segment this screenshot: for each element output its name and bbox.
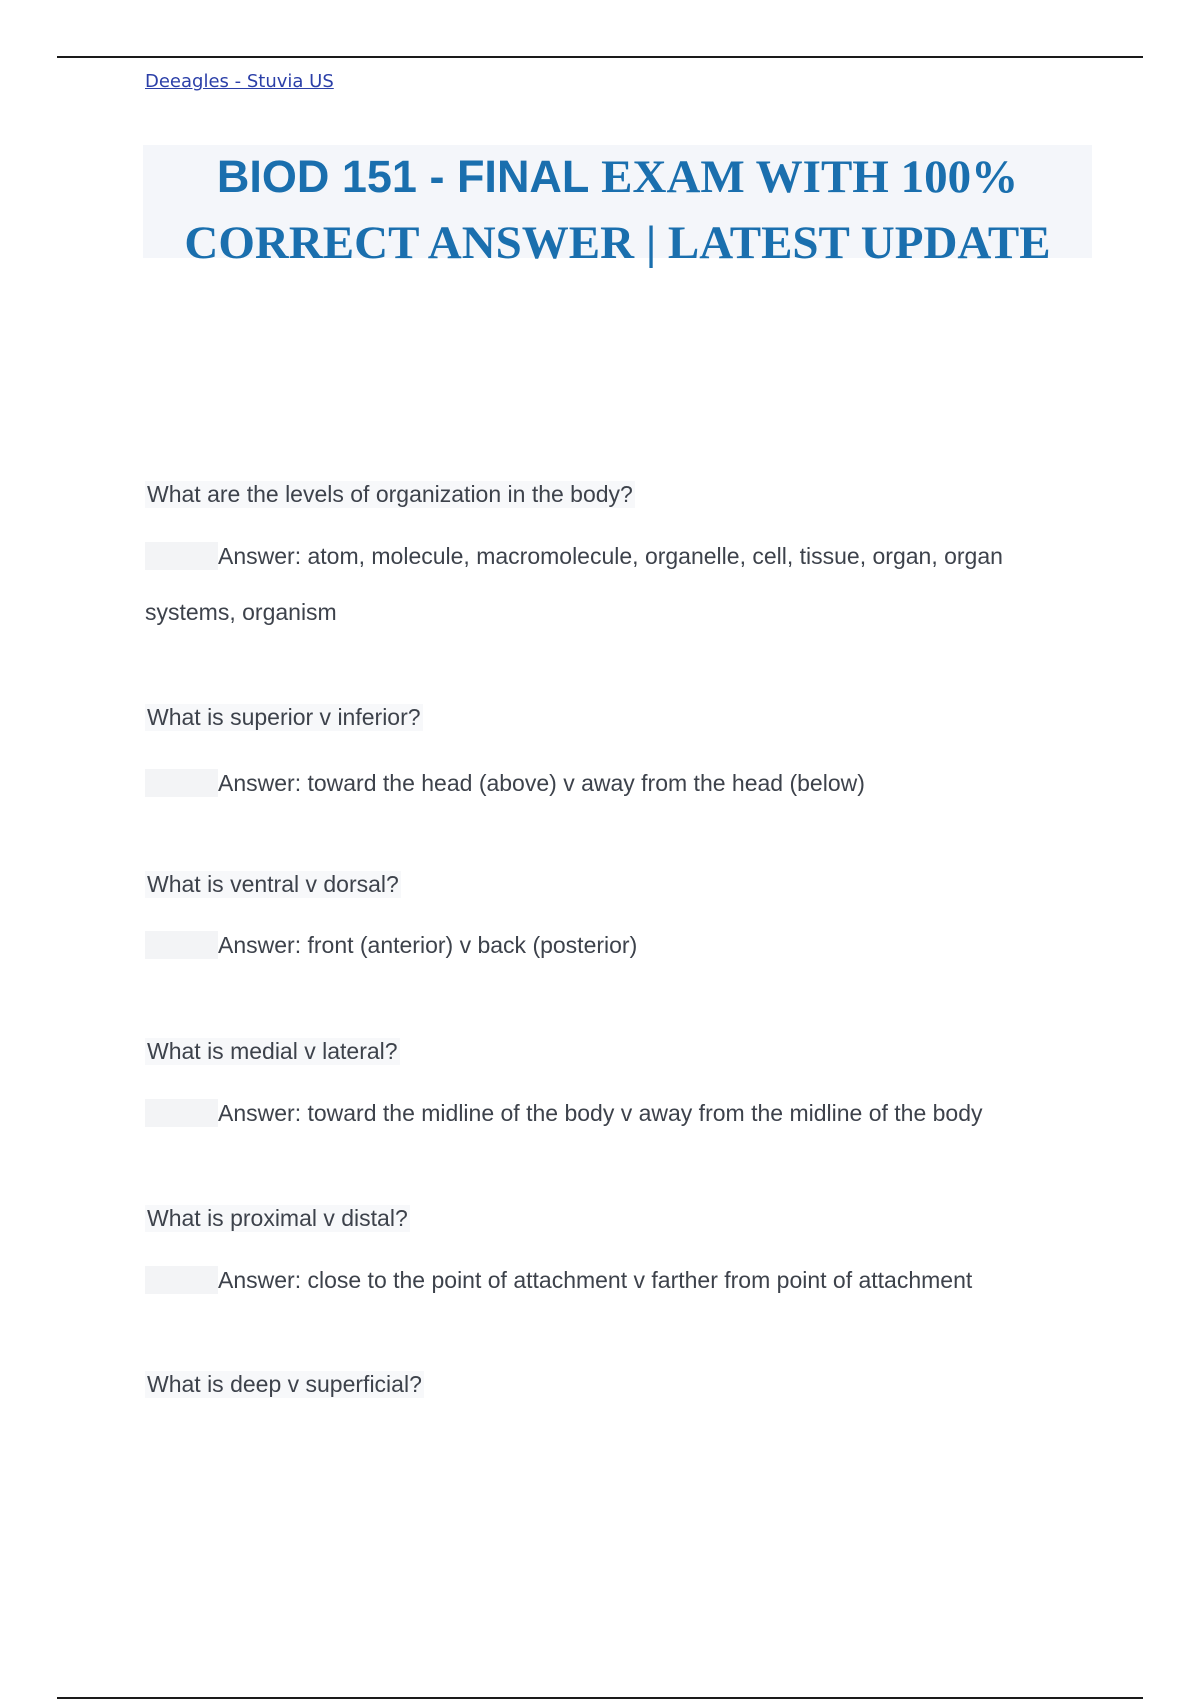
title-exam-text: EXAM WITH 100% bbox=[589, 151, 1019, 203]
qa-item bbox=[145, 1205, 1065, 1308]
answer-text: Answer: close to the point of attachment v farther from point of attachment bbox=[218, 1266, 973, 1293]
answer-indent bbox=[145, 769, 218, 797]
answer-text: Answer: front (anterior) v back (posterior) bbox=[218, 931, 638, 958]
answer-block bbox=[145, 1083, 1065, 1141]
qa-item bbox=[145, 871, 1065, 973]
question-text: What is ventral v dorsal? bbox=[147, 871, 399, 897]
header-source-link[interactable]: Deeagles - Stuvia US bbox=[145, 71, 334, 92]
question-text: What is superior v inferior? bbox=[147, 704, 421, 730]
top-rule bbox=[57, 56, 1143, 58]
qa-item bbox=[145, 481, 1065, 640]
document-title bbox=[143, 145, 1092, 269]
answer-indent bbox=[145, 542, 218, 570]
answer-continuation: systems, organism bbox=[145, 598, 337, 625]
answer-block bbox=[145, 1250, 1065, 1308]
answer-block bbox=[145, 753, 1065, 811]
answer-text: Answer: toward the head (above) v away from the head (below) bbox=[218, 769, 865, 796]
answer-indent bbox=[145, 1266, 218, 1294]
qa-item bbox=[145, 1371, 1065, 1398]
qa-item bbox=[145, 1038, 1065, 1141]
answer-text: Answer: atom, molecule, macromolecule, organelle, cell, tissue, organ, organ bbox=[218, 542, 1003, 569]
answer-indent bbox=[145, 1099, 218, 1127]
question-text: What is medial v lateral? bbox=[147, 1038, 398, 1064]
question-text: What is deep v superficial? bbox=[147, 1371, 422, 1397]
answer-indent bbox=[145, 931, 218, 959]
answer-block bbox=[145, 915, 1065, 973]
answer-text: Answer: toward the midline of the body v away from the midline of the body bbox=[218, 1099, 983, 1126]
qa-item bbox=[145, 704, 1065, 811]
answer-block bbox=[145, 526, 1065, 640]
question-text: What is proximal v distal? bbox=[147, 1205, 408, 1231]
bottom-rule bbox=[57, 1697, 1143, 1699]
title-line-1 bbox=[143, 149, 1092, 216]
title-line-2: CORRECT ANSWER | LATEST UPDATE bbox=[184, 217, 1051, 269]
question-text: What are the levels of organization in the body? bbox=[147, 481, 633, 507]
title-course-code: BIOD 151 - FINAL bbox=[216, 151, 590, 202]
